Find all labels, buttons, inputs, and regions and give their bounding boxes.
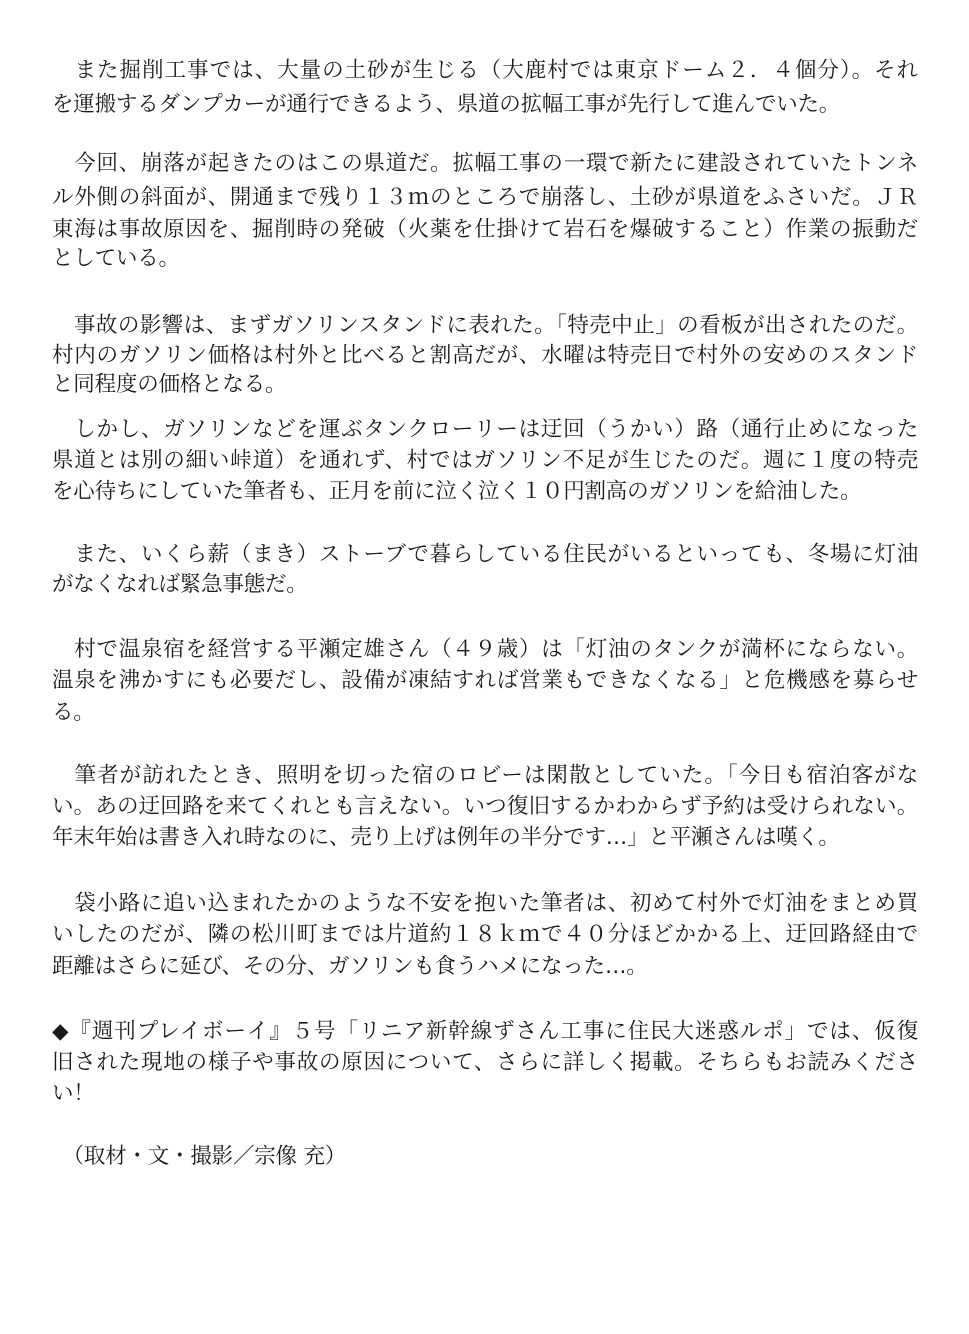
- paragraph-line: ル外側の斜面が、開通まで残り１３ｍのところで崩落し、土砂が県道をふさいだ。ＪＲ: [52, 185, 918, 210]
- paragraph-line: しかし、ガソリンなどを運ぶタンクローリーは迂回（うかい）路（通行止めになった: [52, 417, 918, 442]
- paragraph-line: 旧された現地の様子や事故の原因について、さらに詳しく掲載。そちらもお読みくださ: [52, 1050, 918, 1075]
- paragraph-line: 筆者が訪れたとき、照明を切った宿のロビーは閑散としていた。「今日も宿泊客がな: [52, 763, 918, 788]
- paragraph-line: 温泉を沸かすにも必要だし、設備が凍結すれば営業もできなくなる」と危機感を募らせ: [52, 668, 918, 693]
- paragraph-line: また掘削工事では、大量の土砂が生じる（大鹿村では東京ドーム２．４個分）。それ: [52, 58, 918, 83]
- paragraph-line: がなくなれば緊急事態だ。: [52, 572, 308, 597]
- paragraph-line: と同程度の価格となる。: [52, 372, 287, 397]
- paragraph-line: 村で温泉宿を経営する平瀬定雄さん（４９歳）は「灯油のタンクが満杯にならない。: [52, 637, 918, 662]
- paragraph-line: （取材・文・撮影／宗像 充）: [52, 1144, 347, 1169]
- paragraph-line: いしたのだが、隣の松川町までは片道約１８ｋｍで４０分ほどかかる上、迂回路経由で: [52, 922, 918, 947]
- paragraph-line: 袋小路に追い込まれたかのような不安を抱いた筆者は、初めて村外で灯油をまとめ買: [52, 891, 918, 916]
- paragraph-line: ◆『週刊プレイボーイ』５号「リニア新幹線ずさん工事に住民大迷惑ルポ」では、仮復: [52, 1019, 918, 1044]
- paragraph-line: 年末年始は書き入れ時なのに、売り上げは例年の半分です…」と平瀬さんは嘆く。: [52, 825, 840, 850]
- paragraph-line: を運搬するダンプカーが通行できるよう、県道の拡幅工事が先行して進んでいた。: [52, 92, 841, 117]
- paragraph-line: い。あの迂回路を来てくれとも言えない。いつ復旧するかわからず予約は受けられない。: [52, 794, 918, 819]
- paragraph-line: 村内のガソリン価格は村外と比べると割高だが、水曜は特売日で村外の安めのスタンド: [52, 343, 918, 368]
- paragraph-line: 東海は事故原因を、掘削時の発破（火薬を仕掛けて岩石を爆破すること）作業の振動だ: [52, 217, 918, 242]
- paragraph-line: い！: [52, 1081, 95, 1106]
- paragraph-line: を心待ちにしていた筆者も、正月を前に泣く泣く１０円割高のガソリンを給油した。: [52, 479, 862, 504]
- paragraph-line: 距離はさらに延び、その分、ガソリンも食うハメになった…。: [52, 954, 648, 979]
- paragraph-line: 事故の影響は、まずガソリンスタンドに表れた。「特売中止」の看板が出されたのだ。: [52, 313, 918, 338]
- paragraph-line: 県道とは別の細い峠道）を通れず、村ではガソリン不足が生じたのだ。週に１度の特売: [52, 448, 918, 473]
- paragraph-line: る。: [52, 700, 95, 725]
- paragraph-line: 今回、崩落が起きたのはこの県道だ。拡幅工事の一環で新たに建設されていたトンネ: [52, 151, 918, 176]
- paragraph-line: としている。: [52, 246, 180, 271]
- paragraph-line: また、いくら薪（まき）ストーブで暮らしている住民がいるといっても、冬場に灯油: [52, 542, 918, 567]
